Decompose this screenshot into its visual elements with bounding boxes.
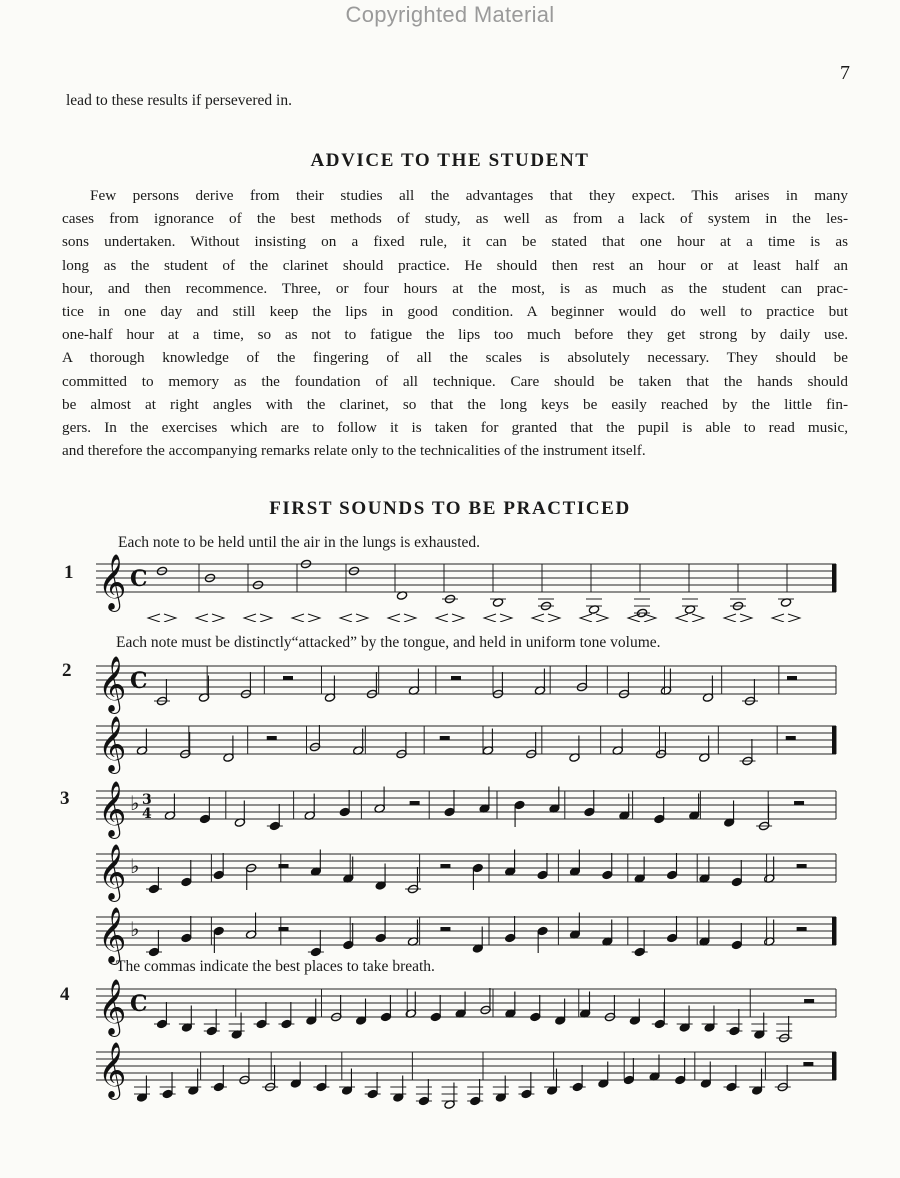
rest-icon xyxy=(451,676,461,680)
decrescendo-hairpin xyxy=(740,614,752,622)
exercise-4-instruction: The commas indicate the best places to take breath. xyxy=(116,958,435,975)
decrescendo-hairpin xyxy=(356,614,368,622)
crescendo-hairpin xyxy=(772,614,784,622)
exercise-2-instruction: Each note must be distinctly“attacked” by the tongue, and held in uniform tone volume. xyxy=(116,634,661,651)
crescendo-hairpin xyxy=(196,614,208,622)
first-sounds-heading: FIRST SOUNDS TO BE PRACTICED xyxy=(269,498,631,519)
crescendo-hairpin xyxy=(244,614,256,622)
page-number: 7 xyxy=(840,62,850,84)
crescendo-hairpin xyxy=(724,614,736,622)
rest-icon xyxy=(804,999,814,1003)
treble-clef-icon: 𝄞 xyxy=(98,907,127,963)
crescendo-hairpin xyxy=(292,614,304,622)
time-signature-top: 3 xyxy=(142,792,152,808)
decrescendo-hairpin xyxy=(692,614,704,622)
final-bar-line xyxy=(832,726,836,754)
decrescendo-hairpin xyxy=(452,614,464,622)
rest-icon xyxy=(279,927,289,931)
common-time-icon: C xyxy=(130,668,148,694)
common-time-icon: C xyxy=(130,991,148,1017)
decrescendo-hairpin xyxy=(596,614,608,622)
final-bar-line xyxy=(832,1052,836,1080)
rest-icon xyxy=(797,864,807,868)
rest-icon xyxy=(440,927,450,931)
flat-sign-icon: ♭ xyxy=(130,791,140,815)
crescendo-hairpin xyxy=(676,614,688,622)
treble-clef-icon: 𝄞 xyxy=(98,1042,127,1098)
advice-line: tice in one day and still keep the lips in good condition. A beginner would do well to practice but xyxy=(62,303,848,321)
advice-line: cases from ignorance of the best methods of study, as well as from a lack of system in the les- xyxy=(62,210,848,228)
staff-exercise-3a xyxy=(0,777,900,849)
decrescendo-hairpin xyxy=(500,614,512,622)
advice-heading: ADVICE TO THE STUDENT xyxy=(310,150,590,171)
advice-line: long as the student of the clarinet should practice. He should then rest an hour or at least half an xyxy=(62,256,848,274)
advice-line: one-half hour at a time, so as not to fatigue the lips too much before they get strong by daily use. xyxy=(62,326,848,344)
advice-body xyxy=(62,184,848,462)
time-signature-bottom: 4 xyxy=(142,806,152,822)
rest-icon xyxy=(794,801,804,805)
advice-line: gers. In the exercises which are to follow it is taken for granted that the pupil is able to read music, xyxy=(62,419,848,437)
decrescendo-hairpin xyxy=(212,614,224,622)
decrescendo-hairpin xyxy=(164,614,176,622)
rest-icon xyxy=(279,864,289,868)
staff-exercise-4a xyxy=(0,975,900,1047)
staff-exercise-4b xyxy=(0,1038,900,1110)
decrescendo-hairpin xyxy=(788,614,800,622)
staff-exercise-3c xyxy=(0,903,900,975)
flat-sign-icon: ♭ xyxy=(130,917,140,941)
crescendo-hairpin xyxy=(340,614,352,622)
exercise-1-number: 1 xyxy=(64,562,74,583)
advice-line: committed to memory as the foundation of all technique. Care should be taken that the hands should xyxy=(62,372,848,390)
flat-sign-icon: ♭ xyxy=(130,854,140,878)
rest-icon xyxy=(787,676,797,680)
advice-line: hour, and then recommence. Three, or four hours at the most, is as much as the student can prac- xyxy=(62,279,848,297)
crescendo-hairpin xyxy=(484,614,496,622)
final-bar-line xyxy=(832,564,836,592)
advice-line: A thorough knowledge of the fingering of all the scales is absolutely necessary. They should be xyxy=(62,349,848,367)
treble-clef-icon: 𝄞 xyxy=(98,656,127,712)
treble-clef-icon: 𝄞 xyxy=(98,716,127,772)
rest-icon xyxy=(283,676,293,680)
exercise-1-instruction: Each note to be held until the air in the lungs is exhausted. xyxy=(118,534,481,551)
exercise-3-number: 3 xyxy=(60,788,70,809)
decrescendo-hairpin xyxy=(308,614,320,622)
rest-icon xyxy=(786,736,796,740)
crescendo-hairpin xyxy=(388,614,400,622)
treble-clef-icon: 𝄞 xyxy=(98,781,127,837)
final-bar-line xyxy=(832,917,836,945)
exercise-2-number: 2 xyxy=(62,660,72,681)
decrescendo-hairpin xyxy=(404,614,416,622)
crescendo-hairpin xyxy=(436,614,448,622)
staff-exercise-2b xyxy=(0,712,900,784)
treble-clef-icon: 𝄞 xyxy=(98,979,127,1035)
decrescendo-hairpin xyxy=(260,614,272,622)
common-time-icon: C xyxy=(130,566,148,592)
advice-line: sons undertaken. Without insisting on a fixed rule, it can be stated that one hour at a time is as xyxy=(62,233,848,251)
lead-line: lead to these results if persevered in. xyxy=(66,92,292,109)
crescendo-hairpin xyxy=(532,614,544,622)
exercise-4-number: 4 xyxy=(60,984,70,1005)
treble-clef-icon: 𝄞 xyxy=(98,554,127,610)
treble-clef-icon: 𝄞 xyxy=(98,844,127,900)
decrescendo-hairpin xyxy=(548,614,560,622)
rest-icon xyxy=(440,864,450,868)
rest-icon xyxy=(440,736,450,740)
staff-exercise-1 xyxy=(0,550,900,622)
staff-exercise-3b xyxy=(0,840,900,912)
crescendo-hairpin xyxy=(148,614,160,622)
advice-line: Few persons derive from their studies all the advantages that they expect. This arises in many xyxy=(90,187,848,204)
copyright-watermark: Copyrighted Material xyxy=(345,2,555,27)
rest-icon xyxy=(803,1062,813,1066)
advice-line: and therefore the accompanying remarks relate only to the technicalities of the instrument itself. xyxy=(62,442,646,460)
advice-line: be almost at right angles with the clarinet, so that the long keys be easily reached by the little fin- xyxy=(62,395,848,413)
rest-icon xyxy=(410,801,420,805)
rest-icon xyxy=(797,927,807,931)
crescendo-hairpin xyxy=(580,614,592,622)
rest-icon xyxy=(267,736,277,740)
